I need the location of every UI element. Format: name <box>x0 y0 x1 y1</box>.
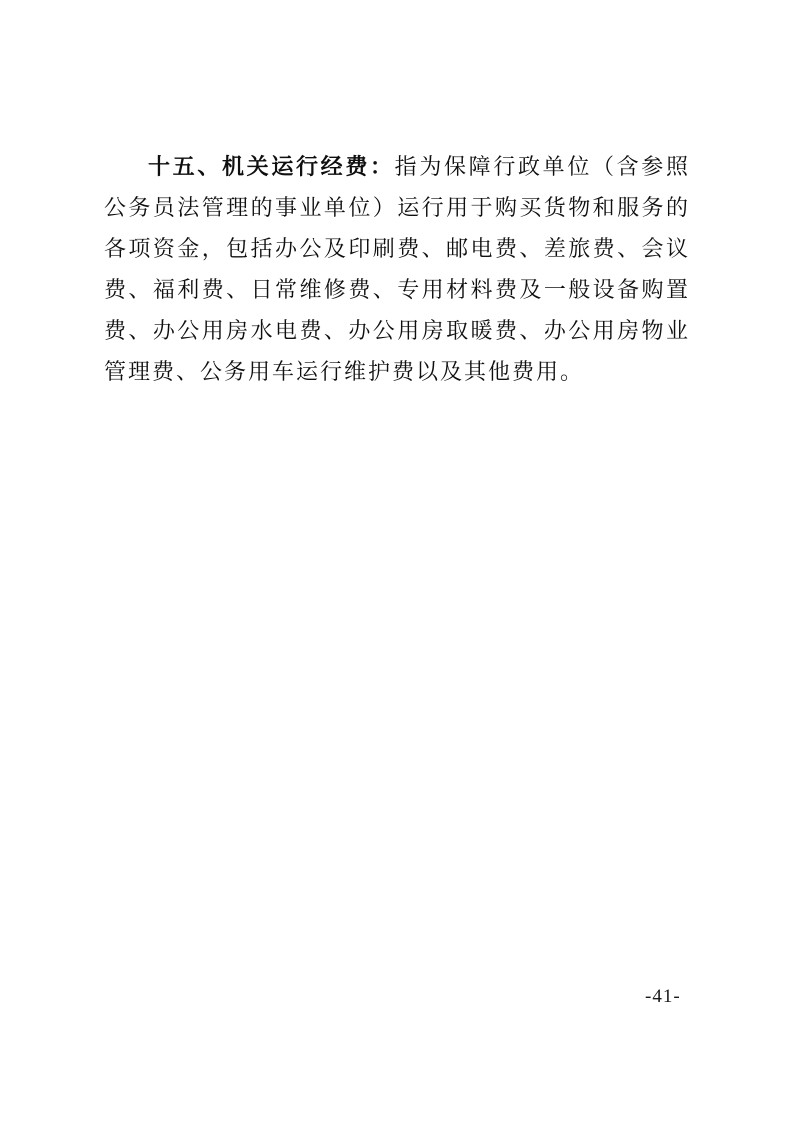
page-number: -41- <box>645 986 681 1007</box>
paragraph-body-text: 指为保障行政单位（含参照公务员法管理的事业单位）运行用于购买货物和服务的各项资金，包括办公及印刷费、邮电费、差旅费、会议费、福利费、日常维修费、专用材料费及一般设备购置费、办公用房水电费、办公用房取暖费、办公用房物业管理费、公务用车运行维护费以及其他费用。 <box>104 154 690 384</box>
paragraph-lead-heading: 十五、机关运行经费： <box>148 154 395 179</box>
body-paragraph <box>104 146 690 392</box>
page-content <box>104 146 690 392</box>
